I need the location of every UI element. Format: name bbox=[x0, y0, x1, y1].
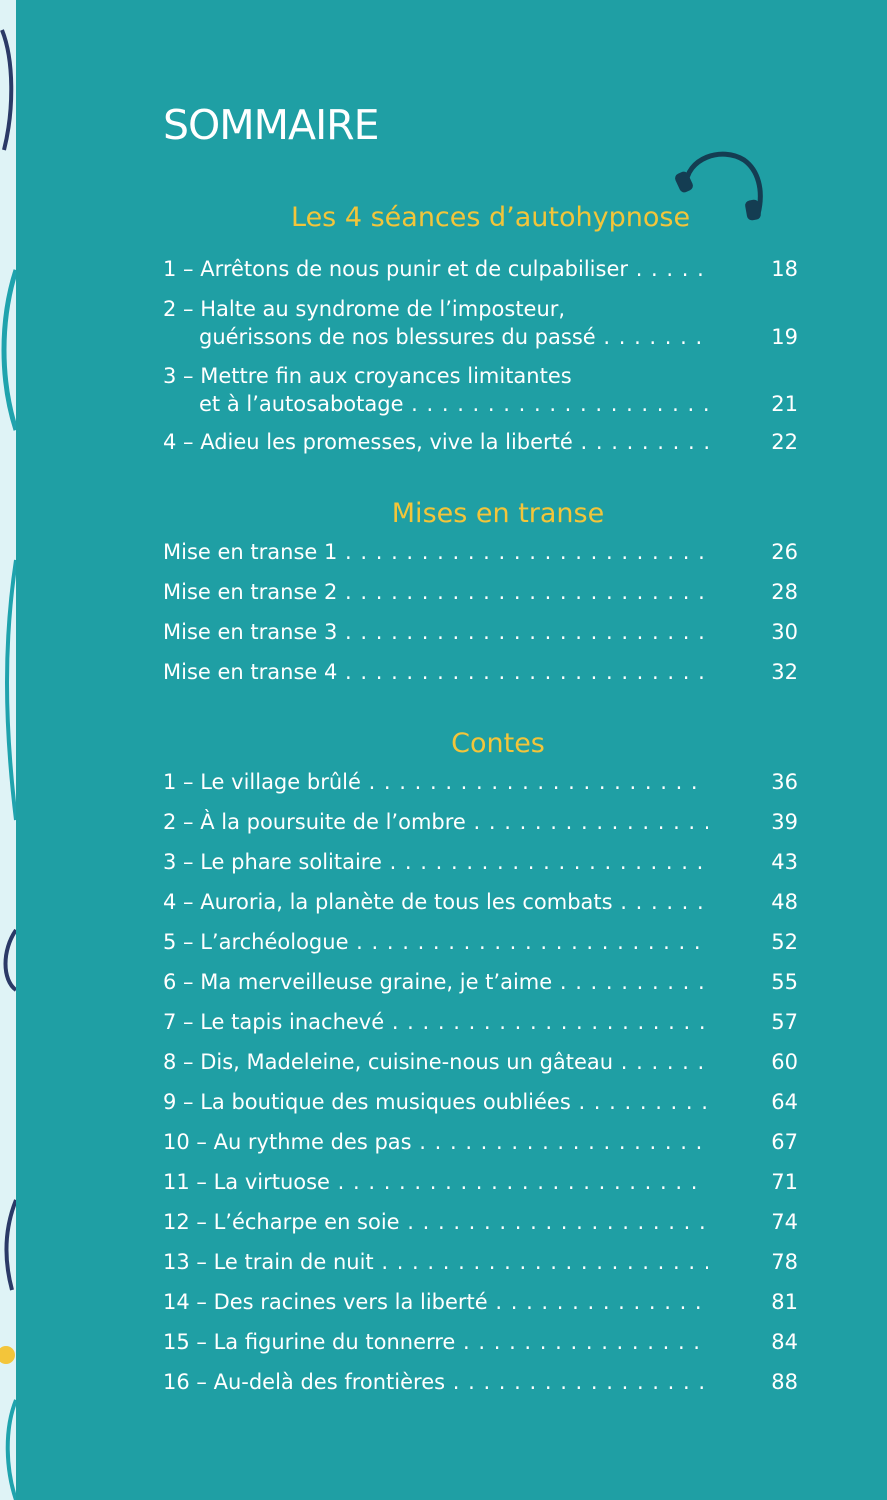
toc-entry-page: 28 bbox=[771, 580, 798, 604]
toc-entry[interactable] bbox=[163, 294, 798, 352]
toc-entry[interactable] bbox=[163, 254, 798, 284]
toc-entry-page: 36 bbox=[771, 770, 798, 794]
toc-entry-page: 39 bbox=[771, 810, 798, 834]
toc-entry[interactable] bbox=[163, 361, 798, 419]
toc-entry[interactable] bbox=[163, 577, 798, 607]
toc-entry[interactable] bbox=[163, 1127, 798, 1157]
toc-entry-page: 64 bbox=[771, 1090, 798, 1114]
toc-entry-label: 5 – L’archéologue . . . bbox=[163, 927, 708, 957]
toc-entry-page: 74 bbox=[771, 1210, 798, 1234]
toc-entry[interactable] bbox=[163, 1167, 798, 1197]
toc-entry[interactable] bbox=[163, 967, 798, 997]
section-title-transes: Mises en transe bbox=[391, 498, 605, 529]
toc-entry-label: 2 – À la poursuite de l’ombre . . . bbox=[163, 807, 708, 837]
toc-entry-label: 16 – Au-delà des frontières . . . bbox=[163, 1367, 708, 1397]
toc-entry-label: Mise en transe 1 . . . bbox=[163, 537, 708, 567]
toc-entry-page: 32 bbox=[771, 660, 798, 684]
toc-entry-page: 26 bbox=[771, 540, 798, 564]
toc-entry-page: 60 bbox=[771, 1050, 798, 1074]
toc-entry-page: 52 bbox=[771, 930, 798, 954]
toc-entry[interactable] bbox=[163, 1367, 798, 1397]
toc-entry-label: 10 – Au rythme des pas . . . bbox=[163, 1127, 708, 1157]
toc-entry-label: Mise en transe 2 . . . bbox=[163, 577, 708, 607]
toc-entry[interactable] bbox=[163, 927, 798, 957]
toc-entry-label: 3 – Le phare solitaire . . . bbox=[163, 847, 708, 877]
toc-entry[interactable] bbox=[163, 847, 798, 877]
toc-entry[interactable] bbox=[163, 537, 798, 567]
toc-entry-label-line2: guérissons de nos blessures du passé . . . bbox=[199, 322, 708, 352]
toc-entry-label: 4 – Auroria, la planète de tous les combats . . . bbox=[163, 887, 708, 917]
toc-entry-label-line1: 2 – Halte au syndrome de l’imposteur, bbox=[163, 297, 566, 321]
toc-entry[interactable] bbox=[163, 1007, 798, 1037]
toc-entry-label-line2: et à l’autosabotage . . . bbox=[199, 389, 708, 419]
toc-entry-page: 43 bbox=[771, 850, 798, 874]
toc-entry-page: 81 bbox=[771, 1290, 798, 1314]
toc-entry-label: 4 – Adieu les promesses, vive la liberté . . . bbox=[163, 427, 708, 457]
section-title-contes: Contes bbox=[451, 728, 545, 759]
toc-entry[interactable] bbox=[163, 1247, 798, 1277]
toc-entry[interactable] bbox=[163, 1207, 798, 1237]
toc-entry[interactable] bbox=[163, 767, 798, 797]
toc-entry-page: 22 bbox=[771, 430, 798, 454]
toc-entry[interactable] bbox=[163, 657, 798, 687]
section-title-autohypnose: Les 4 séances d’autohypnose bbox=[291, 202, 691, 233]
toc-entry[interactable] bbox=[163, 427, 798, 457]
toc-entry-page: 84 bbox=[771, 1330, 798, 1354]
toc-entry[interactable] bbox=[163, 1327, 798, 1357]
toc-entry[interactable] bbox=[163, 617, 798, 647]
toc-entry-label: 1 – Arrêtons de nous punir et de culpabiliser . . . bbox=[163, 254, 708, 284]
toc-entry-label: 6 – Ma merveilleuse graine, je t’aime . . . bbox=[163, 967, 708, 997]
toc-entry-label: 11 – La virtuose . . . bbox=[163, 1167, 708, 1197]
toc-entry-page: 57 bbox=[771, 1010, 798, 1034]
decorative-left-strip bbox=[0, 0, 16, 1500]
toc-entry[interactable] bbox=[163, 887, 798, 917]
toc-entry-label: 14 – Des racines vers la liberté . . . bbox=[163, 1287, 708, 1317]
toc-entry-page: 88 bbox=[771, 1370, 798, 1394]
toc-entry-label: 13 – Le train de nuit . . . bbox=[163, 1247, 708, 1277]
toc-entry-label: 8 – Dis, Madeleine, cuisine-nous un gâteau . . . bbox=[163, 1047, 708, 1077]
toc-entry-page: 55 bbox=[771, 970, 798, 994]
toc-entry-label: 1 – Le village brûlé . . . bbox=[163, 767, 708, 797]
toc-entry-page: 18 bbox=[771, 257, 798, 281]
toc-entry-label: 12 – L’écharpe en soie . . . bbox=[163, 1207, 708, 1237]
toc-entry-label: Mise en transe 3 . . . bbox=[163, 617, 708, 647]
toc-entry-page: 67 bbox=[771, 1130, 798, 1154]
toc-entry[interactable] bbox=[163, 807, 798, 837]
toc-entry[interactable] bbox=[163, 1047, 798, 1077]
toc-entry-label: Mise en transe 4 . . . bbox=[163, 657, 708, 687]
toc-entry-page: 30 bbox=[771, 620, 798, 644]
toc-entry-label-line1: 3 – Mettre fin aux croyances limitantes bbox=[163, 364, 572, 388]
toc-entry-label: 15 – La figurine du tonnerre . . . bbox=[163, 1327, 708, 1357]
toc-entry-page: 78 bbox=[771, 1250, 798, 1274]
toc-entry-label: 9 – La boutique des musiques oubliées . . . bbox=[163, 1087, 708, 1117]
toc-entry[interactable] bbox=[163, 1287, 798, 1317]
swirl-decoration-icon bbox=[0, 0, 16, 1500]
toc-entry-page: 19 bbox=[771, 325, 798, 349]
toc-entry-label: 7 – Le tapis inachevé . . . bbox=[163, 1007, 708, 1037]
toc-entry[interactable] bbox=[163, 1087, 798, 1117]
page-title: SOMMAIRE bbox=[163, 101, 379, 149]
toc-entry-page: 48 bbox=[771, 890, 798, 914]
toc-entry-page: 71 bbox=[771, 1170, 798, 1194]
toc-entry-page: 21 bbox=[771, 392, 798, 416]
